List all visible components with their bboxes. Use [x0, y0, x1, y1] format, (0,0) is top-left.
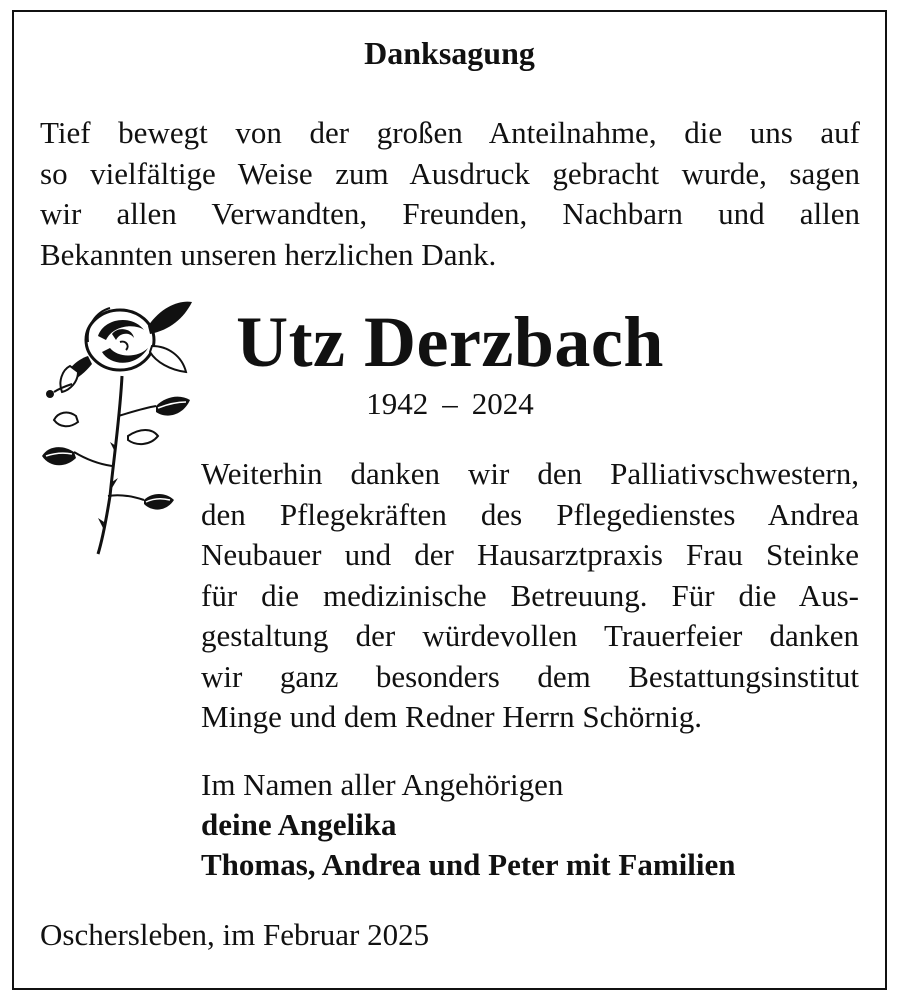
- thanks-line: für die medizinische Betreuung. Für die Aus-: [201, 577, 859, 613]
- thanks-line: Neubauer und der Hausarztpraxis Frau Steinke: [201, 537, 859, 572]
- signoff-block: [201, 765, 859, 885]
- thanks-line: Minge und dem Redner Herrn Schörnig.: [201, 699, 703, 734]
- thanks-line: wir ganz besonders dem Bestattungsinstitut: [201, 658, 859, 694]
- intro-text: [40, 113, 860, 275]
- thanks-text: [201, 454, 859, 738]
- thanks-line: den Pflegekräften des Pflegedienstes Andrea: [201, 496, 859, 532]
- intro-line: wir allen Verwandten, Freunden, Nachbarn und allen: [40, 196, 860, 231]
- death-year: 2024: [471, 386, 534, 421]
- date-separator: –: [442, 386, 458, 421]
- notice-heading: Danksagung: [364, 35, 535, 71]
- place-date: Oschersleben, im Februar 2025: [40, 917, 430, 952]
- thanks-line: Weiterhin danken wir den Palliativschwestern,: [201, 456, 859, 491]
- intro-line: so vielfältige Weise zum Ausdruck gebracht wurde, sagen: [40, 155, 860, 191]
- intro-line: Bekannten unseren herzlichen Dank.: [40, 236, 497, 272]
- birth-year: 1942: [366, 386, 429, 421]
- life-dates: [200, 384, 700, 424]
- thanks-line: gestaltung der würdevollen Trauerfeier danken: [201, 618, 859, 653]
- rose-icon: [40, 296, 198, 558]
- signoff-name: Thomas, Andrea und Peter mit Familien: [201, 847, 736, 882]
- signoff-name: deine Angelika: [201, 807, 397, 842]
- deceased-name: Utz Derzbach: [236, 302, 664, 382]
- signoff-intro: Im Namen aller Angehörigen: [201, 767, 564, 802]
- intro-line: Tief bewegt von der großen Anteilnahme, die uns auf: [40, 115, 860, 150]
